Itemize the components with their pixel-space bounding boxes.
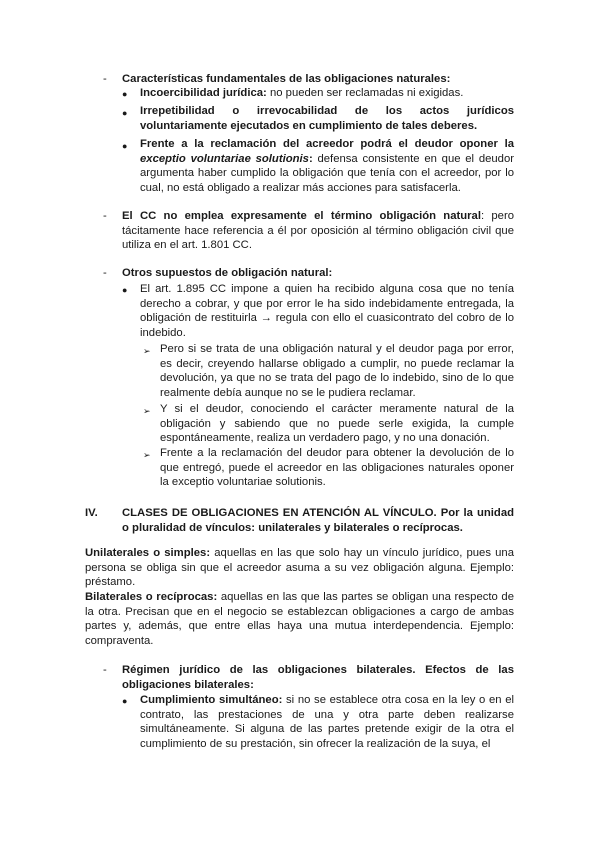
bullet-exceptio xyxy=(140,137,514,195)
bullet-icon: ● xyxy=(122,89,128,99)
bullet-colon: : xyxy=(308,152,313,165)
definition-text: aquellas en las que las partes se obligan una respecto de la otra. Precisan que en el negocio se establezcan obligaciones a cargo de ambas partes y, además, que entre ellas haya una mutua interdependencia. Ejemplo: compraventa. xyxy=(85,591,514,647)
bullet-text: si no se establece otra cosa en la ley o en el contrato, las prestaciones de una y otra parte deben realizarse simultáneamente. Si alguna de las partes pretende exigir de la otra el cumplimiento de su prestación, sin ofrecer la realización de la suya, el xyxy=(140,694,514,750)
paragraph-text: : pero tácitamente hace referencia a él por oposición al término obligación civil que utiliza en el art. 1.801 CC. xyxy=(122,210,515,252)
bullet-icon: ● xyxy=(122,108,128,118)
list-dash: - xyxy=(103,73,107,85)
bullet-label: Frente a la reclamación del acreedor podrá el deudor oponer la xyxy=(140,138,514,150)
definition-label: Unilaterales o simples: xyxy=(85,547,211,559)
bullet-art-1895: El art. 1.895 CC impone a quien ha recibido alguna cosa que no tenía derecho a cobrar, y que por error le ha sido indebidamente entregada, la obligación de restituirla → regula con ello el cuasicontrato del cobro de lo indebido. xyxy=(140,283,514,339)
bullet-icon: ● xyxy=(122,696,128,706)
bullet-incoercibilidad xyxy=(140,86,514,101)
definition-text: aquellas en las que solo hay un vínculo jurídico, pues una persona se obliga sin que el acreedor asuma a su vez obligación alguna. Ejemplo: préstamo. xyxy=(85,547,514,589)
bullet-label: Cumplimiento simultáneo: xyxy=(140,694,283,706)
section-number: IV. xyxy=(85,507,98,519)
section-title-clases-obligaciones: CLASES DE OBLIGACIONES EN ATENCIÓN AL VÍNCULO. Por la unidad o pluralidad de vínculos: unilaterales y bilaterales o recíprocas. xyxy=(122,507,514,534)
arrow-bullet-icon: ➢ xyxy=(143,406,151,416)
section-heading-otros-supuestos: Otros supuestos de obligación natural: xyxy=(122,267,333,279)
paragraph-cc-obligacion-natural xyxy=(122,209,514,253)
bullet-label: Incoercibilidad jurídica: xyxy=(140,87,267,99)
bullet-icon: ● xyxy=(122,285,128,295)
bullet-text: no pueden ser reclamadas ni exigidas. xyxy=(266,87,464,99)
subbullet-verdadero-pago: Y si el deudor, conociendo el carácter meramente natural de la obligación y sabiendo que no puede serle exigida, la cumple espontáneamente, realiza un verdadero pago, y no una donación. xyxy=(160,403,514,445)
list-dash: - xyxy=(103,664,107,676)
arrow-bullet-icon: ➢ xyxy=(143,450,151,460)
subbullet-pago-por-error: Pero si se trata de una obligación natural y el deudor paga por error, es decir, creyendo hallarse obligado a cumplir, no puede reclamar la devolución, ya que no se trata del pago de lo indebido, sino de lo que realmente debía aunque no se le pudiera reclamar. xyxy=(160,343,514,399)
definition-label: Bilaterales o recíprocas: xyxy=(85,591,218,603)
arrow-bullet-icon: ➢ xyxy=(143,346,151,356)
section-heading-regimen-juridico: Régimen jurídico de las obligaciones bilaterales. Efectos de las obligaciones bilaterales: xyxy=(122,664,514,691)
definition-unilaterales xyxy=(85,546,514,590)
paragraph-label: El CC no emplea expresamente el término obligación natural xyxy=(122,210,481,222)
bullet-irrepetibilidad: Irrepetibilidad o irrevocabilidad de los actos jurídicos voluntariamente ejecutados en cumplimiento de tales deberes. xyxy=(140,105,514,132)
bullet-text: defensa consistente en que el deudor argumenta haber cumplido la obligación que tenía con el acreedor, por lo cual, no está obligado a realizar más acciones para satisfacerla. xyxy=(140,152,514,194)
definition-bilaterales xyxy=(85,590,514,648)
list-dash: - xyxy=(103,210,107,222)
bullet-italic-term: exceptio voluntariae solutionis xyxy=(140,152,309,165)
section-heading-caracteristicas: Características fundamentales de las obligaciones naturales: xyxy=(122,73,451,85)
list-dash: - xyxy=(103,267,107,279)
bullet-icon: ● xyxy=(122,141,128,151)
subbullet-reclamacion-deudor: Frente a la reclamación del deudor para obtener la devolución de lo que entregó, puede el acreedor en las obligaciones naturales oponer la exceptio voluntariae solutionis. xyxy=(160,447,514,489)
bullet-cumplimiento-simultaneo xyxy=(140,693,514,751)
